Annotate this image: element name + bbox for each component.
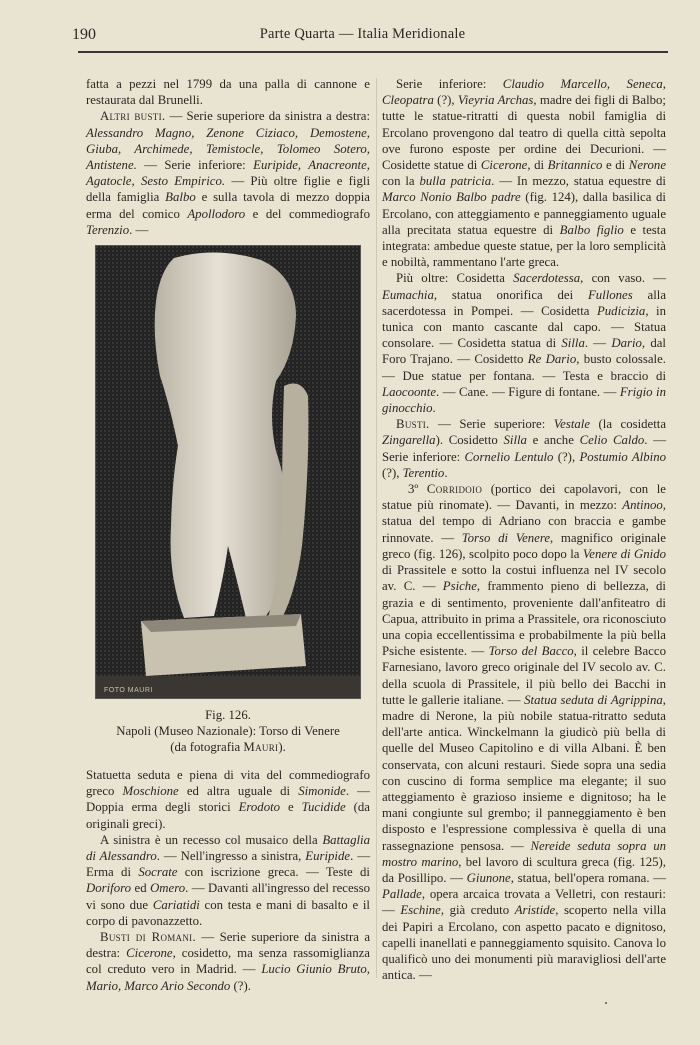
text-run: e testa integrata: ambedue queste statue, per la loro semplicità e nobiltà, rammentano l'arte greca. <box>382 222 667 270</box>
italic-name: Pudicizia <box>596 303 646 318</box>
italic-name: Celio Caldo <box>579 433 645 448</box>
text-run: , bel lavoro di scultura greca (fig. 125), da Posillipo. — <box>382 854 666 885</box>
italic-name: Moschione <box>122 784 179 799</box>
page-header <box>60 26 665 46</box>
text-run: . — Doppia erma degli storici <box>86 784 370 815</box>
italic-name: Laocoonte <box>382 384 437 399</box>
italic-name: Giunone <box>466 870 511 885</box>
text-run: (portico dei capolavori, con le statue più rinomate). — Davanti, in mezzo: <box>382 482 666 513</box>
italic-name: Silla <box>503 433 527 448</box>
paragraph <box>86 929 370 994</box>
text-run: , madre dei figli di Balbo; tutte le statue-ritratti di questa nobil famiglia di Ercolano provengono dal teatro di quella città sepolta ove furono esposte per ordine dei Decurioni. — Cosidette statue di <box>382 93 666 173</box>
italic-name: Cornelio Lentulo <box>464 449 554 464</box>
text-run: — Serie superiore da sinistra a destra: <box>86 930 371 961</box>
text-run: , già creduto <box>440 903 515 918</box>
italic-name: Cicerone <box>126 946 173 961</box>
italic-name: Fullones <box>587 287 633 302</box>
text-run: con iscrizione greca. — Teste di <box>177 865 370 880</box>
print-speck <box>605 1002 607 1004</box>
caption-text: ). <box>278 740 286 754</box>
header-rule <box>78 51 668 53</box>
paragraph <box>86 108 370 238</box>
text-run: — Serie inferiore: <box>136 158 254 173</box>
italic-name: Socrate <box>138 865 178 880</box>
text-run: , frammento pieno di bellezza, di grazia e di sentimento, proveniente dall'anfiteatro di Capua, attribuito in prima a Prassitele, ora riconosciuto una copia eccellentissima e probabilmente la più bella Psiche esistente. — <box>382 579 666 659</box>
figure-number: Fig. 126. <box>205 708 251 722</box>
text-run: Serie inferiore: <box>396 77 503 91</box>
text-run: alla sacerdotessa in Pompei. — Cosidetta <box>382 287 666 318</box>
italic-name: Postumio Albino <box>579 449 666 464</box>
text-run: di Prassitele e sotto la costui influenza nel IV secolo av. C. — <box>382 563 666 594</box>
section-heading: Corridoio <box>426 482 483 497</box>
text-run: — Più oltre figlie e figli della famiglia <box>86 174 370 205</box>
italic-name: Claudio Marcello, Seneca, Cleopatra <box>382 77 666 108</box>
text-run: — Serie superiore: <box>429 417 554 432</box>
italic-name: Silla <box>561 336 585 351</box>
paragraph <box>382 481 666 983</box>
italic-name: Terenzio <box>86 222 130 237</box>
caption-line-2 <box>86 739 370 755</box>
italic-name: Frigio in ginocchio <box>382 384 666 416</box>
italic-name: Euripide <box>305 849 351 864</box>
text-run: e sulla tavola di mezzo doppia erma del comico <box>86 190 370 221</box>
text-run: (?), <box>433 93 458 108</box>
text-run: , in tunica con manto cascante dal capo. — Statua consolare. — Cosidetta statua di <box>382 303 666 351</box>
italic-name: Balbo <box>165 190 196 205</box>
italic-name: Torso di Venere <box>461 530 551 545</box>
photo-credit: FOTO MAURI <box>104 687 153 694</box>
italic-name: Terentio <box>402 465 445 480</box>
italic-name: Venere di Gnido <box>582 546 667 561</box>
page-number: 190 <box>72 26 96 43</box>
text-run: , il celebre Bacco Farnesiano, lavoro greco originale del IV secolo av. C. della scuola di Prassitele, il più bello dei Bacchi in tutte le gallerie italiane. — <box>382 644 666 707</box>
italic-name: Pallade <box>382 887 422 902</box>
text-run: . — In mezzo, statua equestre di <box>491 174 666 189</box>
caption-photographer: Mauri <box>243 740 279 754</box>
text-run: . — Davanti all'ingresso del recesso vi sono due <box>86 881 371 912</box>
italic-name: Vieyria Archas <box>457 93 534 108</box>
caption-line-1: Napoli (Museo Nazionale): Torso di Venere <box>116 724 340 738</box>
italic-name: Apollodoro <box>187 206 246 221</box>
paragraph <box>86 767 370 832</box>
figure-caption <box>86 707 370 755</box>
text-run: , busto colossale. — Due statue per fontana. — Testa e braccio di <box>382 352 666 383</box>
left-column-top <box>86 76 370 238</box>
text-run: . — Nell'ingresso a sinistra, <box>156 849 306 864</box>
italic-name: Britannico <box>547 158 603 173</box>
italic-name: Euripide, Anacreonte, Agatocle, Sesto Empirico. <box>86 158 370 189</box>
text-run: (?), <box>553 449 580 464</box>
italic-name: Sacerdotessa <box>513 271 581 286</box>
italic-name: Lucio Giunio Bruto, Mario, Marco Ario Secondo <box>86 962 371 993</box>
italic-name: Omero <box>150 881 186 896</box>
text-run: (?), <box>382 465 403 480</box>
italic-name: Cariatidi <box>152 897 200 912</box>
italic-name: Dario <box>611 336 642 351</box>
text-run: . — Cane. — Figure di fontane. — <box>436 384 620 399</box>
text-run: (la cosidetta <box>590 417 666 432</box>
italic-name: Tucidide <box>301 800 346 815</box>
text-run: Più oltre: Cosidetta <box>396 271 514 286</box>
text-run: 3º <box>408 482 427 497</box>
statue-illustration <box>96 246 360 698</box>
italic-name: Erodoto <box>238 800 281 815</box>
text-run: e anche <box>526 433 580 448</box>
italic-name: Nerone <box>628 158 666 173</box>
text-run: , statua del tempo di Adriano con braccia e gambe rinnovate. — <box>382 498 666 545</box>
italic-name: Torso del Bacco <box>488 644 574 659</box>
text-run: , magnifico originale greco (fig. 126), scolpito poco dopo la <box>382 530 666 561</box>
text-run: fatta a pezzi nel 1799 da una palla di cannone e restaurata dal Brunelli. <box>86 77 370 108</box>
italic-name: Nereide seduta sopra un mostro marino <box>382 838 666 869</box>
italic-name: Balbo figlio <box>559 222 624 237</box>
text-run: ed altra uguale di <box>178 784 299 799</box>
text-run: , statua onorifica dei <box>433 287 588 302</box>
text-run: . — Serie inferiore: <box>382 433 666 464</box>
italic-name: Marco Nonio Balbo padre <box>382 190 521 205</box>
text-run: Statuetta seduta e piena di vita del commediografo greco <box>86 768 370 799</box>
text-run: , opera arcaica trovata a Velletri, con restauri: — <box>382 887 666 918</box>
paragraph <box>86 832 370 929</box>
paragraph <box>382 416 666 481</box>
italic-name: Aristide <box>514 903 556 918</box>
text-run: . <box>432 401 436 416</box>
text-run: ed <box>131 881 151 896</box>
text-run: . <box>444 465 448 480</box>
italic-name: Eumachia <box>382 287 434 302</box>
text-run: ). Cosidetto <box>435 433 504 448</box>
text-run: con la <box>382 174 420 189</box>
italic-name: Battaglia di Alessandro <box>86 832 370 864</box>
italic-name: Zingarella <box>382 433 436 448</box>
italic-name: Vestale <box>553 417 591 432</box>
text-run: , cosidetto, ma senza rassomiglianza col creduto vero in Madrid. — <box>86 946 370 977</box>
text-run: . — <box>584 336 612 351</box>
text-run: e di <box>602 158 629 173</box>
running-title: Parte Quarta — Italia Meridionale <box>259 26 466 42</box>
text-run: A sinistra è un recesso col musaico della <box>100 832 323 847</box>
text-run: . — <box>129 222 149 237</box>
caption-text: (da fotografia <box>170 740 244 754</box>
text-run: , statua, bell'opera romana. — <box>510 870 667 885</box>
text-run: (?). <box>230 978 251 993</box>
paragraph <box>86 76 370 108</box>
italic-name: Re Dario <box>527 352 577 367</box>
paragraph <box>382 270 666 416</box>
italic-name: Psiche <box>442 579 477 594</box>
text-run: con testa e mani di basalto e il corpo di pavonazzetto. <box>86 897 370 928</box>
text-run: (fig. 124), dalla basilica di Ercolano, con atteggiamento e panneggiamento uguale alla precitata statua equestre di <box>382 190 666 237</box>
text-run: e <box>280 800 302 815</box>
section-heading: Busti. <box>396 417 430 432</box>
text-run: , di <box>527 158 548 173</box>
figure-torso-di-venere <box>95 245 361 699</box>
italic-name: Cicerone <box>480 158 528 173</box>
italic-name: Antinoo <box>622 498 663 513</box>
right-column <box>382 76 666 983</box>
italic-name: Eschine <box>400 903 441 918</box>
section-heading: Altri busti. <box>100 109 166 124</box>
italic-name: Simonide <box>298 784 346 799</box>
text-run: , scoperto nella villa dei Papiri a Ercolano, con aspetto pacato e dignitoso, capelli inanellati e panneggiamento squisito. Canova lo qualificò uno dei monumenti più maravigliosi dell'arte antica. — <box>382 903 666 983</box>
text-run: , con vaso. — <box>580 271 666 286</box>
text-run: , madre di Nerone, la più nobile statua-ritratto seduta dell'arte antica. Winckelmann la giudicò più bella di quelle del Museo Capitolino e di villa Albani. È ben conservata, con alcuni restauri. Siede sopra una sedia con cuscino di forma semplice ma elegante; il suo atteggiamento è grazioso insieme e dignitoso; ha le mani congiunte sul grembo; il panneggiamento è ben disposto e l'espressione complessiva è quella di una rassegnazione pensosa. — <box>382 692 666 853</box>
italic-name: bulla patricia <box>419 174 492 189</box>
section-heading: Busti di Romani. <box>100 930 196 945</box>
column-divider <box>376 78 377 978</box>
text-run: . — Erma di <box>86 849 370 880</box>
italic-name: Alessandro Magno, Zenone Ciziaco, Demostene, Giuba, Archimede, Temistocle, Tolomeo Sotero, Antistene. <box>86 125 370 173</box>
text-run: , dal Foro Trajano. — Cosidetto <box>382 336 666 367</box>
left-column-bottom <box>86 767 370 994</box>
text-run: (da originali greci). <box>86 800 370 831</box>
italic-name: Doriforo <box>86 881 132 896</box>
text-run: e del commediografo <box>245 206 370 221</box>
paragraph <box>382 76 666 270</box>
italic-name: Statua seduta di Agrippina <box>524 692 663 707</box>
text-run: — Serie superiore da sinistra a destra: <box>165 109 370 124</box>
